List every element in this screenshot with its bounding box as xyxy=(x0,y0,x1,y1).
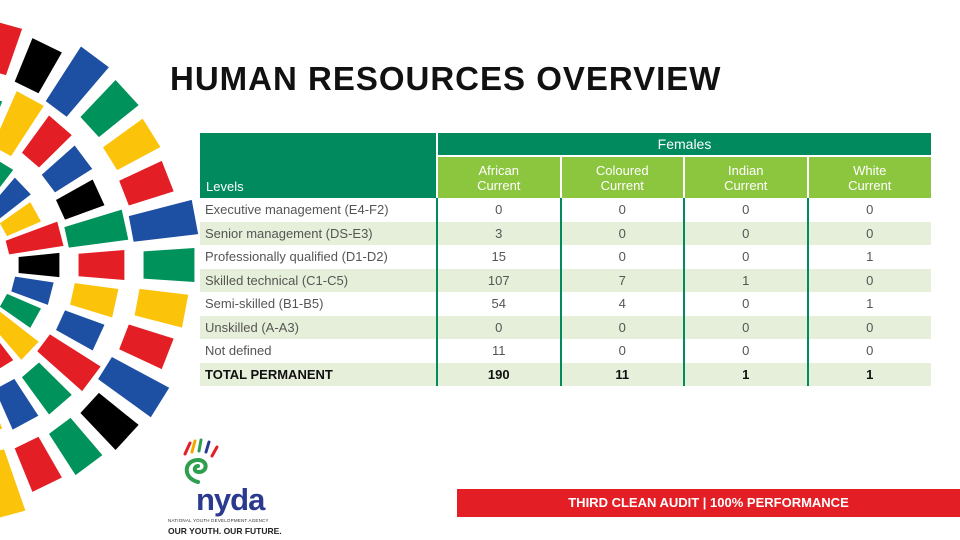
table-row xyxy=(200,245,931,269)
value-cell: 0 xyxy=(684,339,808,363)
value-cell: 54 xyxy=(437,292,561,316)
value-cell: 7 xyxy=(561,269,685,293)
value-cell: 1 xyxy=(808,363,932,387)
sunburst-ray xyxy=(129,200,198,242)
value-cell: 0 xyxy=(684,292,808,316)
sunburst-ray xyxy=(15,437,62,492)
total-row xyxy=(200,363,931,387)
level-label: Semi-skilled (B1-B5) xyxy=(205,296,324,312)
value-cell: 4 xyxy=(561,292,685,316)
column-name: African xyxy=(478,162,519,178)
agency-name: NATIONAL YOUTH DEVELOPMENT AGENCY xyxy=(168,518,269,523)
table-row xyxy=(200,316,931,340)
nyda-logo xyxy=(168,438,308,536)
value-cell: 0 xyxy=(808,198,932,222)
sunburst-ray xyxy=(15,38,62,93)
level-label: Not defined xyxy=(205,343,272,359)
value-cell: 0 xyxy=(808,316,932,340)
value-cell: 0 xyxy=(684,222,808,246)
value-cell: 0 xyxy=(808,269,932,293)
value-cell: 11 xyxy=(437,339,561,363)
column-name: White xyxy=(853,162,887,178)
table-row xyxy=(200,292,931,316)
value-cell: 107 xyxy=(437,269,561,293)
females-header: Females xyxy=(437,133,931,156)
value-cell: 0 xyxy=(808,339,932,363)
level-label: Executive management (E4-F2) xyxy=(205,202,389,218)
level-label: Unskilled (A-A3) xyxy=(205,319,299,335)
column-header xyxy=(437,156,561,198)
level-label: Skilled technical (C1-C5) xyxy=(205,272,349,288)
value-cell: 0 xyxy=(808,222,932,246)
value-cell: 0 xyxy=(561,198,685,222)
value-cell: 3 xyxy=(437,222,561,246)
nyda-wordmark: nyda xyxy=(196,482,265,517)
table-row xyxy=(200,222,931,246)
value-cell: 0 xyxy=(437,198,561,222)
column-subtitle: Current xyxy=(477,177,521,193)
value-cell: 11 xyxy=(561,363,685,387)
value-cell: 0 xyxy=(437,316,561,340)
page-title: HUMAN RESOURCES OVERVIEW xyxy=(170,60,722,97)
sunburst-ray xyxy=(0,20,22,75)
sunburst-ray xyxy=(144,248,195,282)
table-row xyxy=(200,198,931,222)
value-cell: 1 xyxy=(684,363,808,387)
value-cell: 190 xyxy=(437,363,561,387)
nyda-figure-icon xyxy=(168,438,228,486)
column-name: Coloured xyxy=(595,162,649,178)
value-cell: 0 xyxy=(561,245,685,269)
table-row xyxy=(200,339,931,363)
column-header xyxy=(808,156,932,198)
level-label: Professionally qualified (D1-D2) xyxy=(205,249,388,265)
value-cell: 1 xyxy=(808,245,932,269)
column-subtitle: Current xyxy=(848,177,892,193)
hr-table xyxy=(200,133,931,386)
column-subtitle: Current xyxy=(724,177,768,193)
table-row xyxy=(200,269,931,293)
sunburst-ray xyxy=(135,289,189,328)
value-cell: 0 xyxy=(561,222,685,246)
column-name: Indian xyxy=(728,162,764,178)
sunburst-ray xyxy=(119,161,173,206)
value-cell: 0 xyxy=(561,339,685,363)
sunburst-ray xyxy=(19,253,60,277)
value-cell: 1 xyxy=(684,269,808,293)
value-cell: 0 xyxy=(684,245,808,269)
value-cell: 15 xyxy=(437,245,561,269)
sunburst-ray xyxy=(119,325,173,370)
column-subtitle: Current xyxy=(600,177,644,193)
audit-banner: THIRD CLEAN AUDIT | 100% PERFORMANCE xyxy=(457,489,960,517)
column-header xyxy=(684,156,808,198)
value-cell: 0 xyxy=(684,316,808,340)
value-cell: 1 xyxy=(808,292,932,316)
level-label: Senior management (DS-E3) xyxy=(205,225,373,241)
column-header xyxy=(561,156,685,198)
value-cell: 0 xyxy=(561,316,685,340)
sunburst-ray xyxy=(79,250,125,280)
logo-tagline: OUR YOUTH. OUR FUTURE. xyxy=(168,526,282,536)
level-label: TOTAL PERMANENT xyxy=(205,366,333,382)
sunburst-ray xyxy=(70,283,118,317)
levels-header: Levels xyxy=(200,133,437,198)
value-cell: 0 xyxy=(684,198,808,222)
